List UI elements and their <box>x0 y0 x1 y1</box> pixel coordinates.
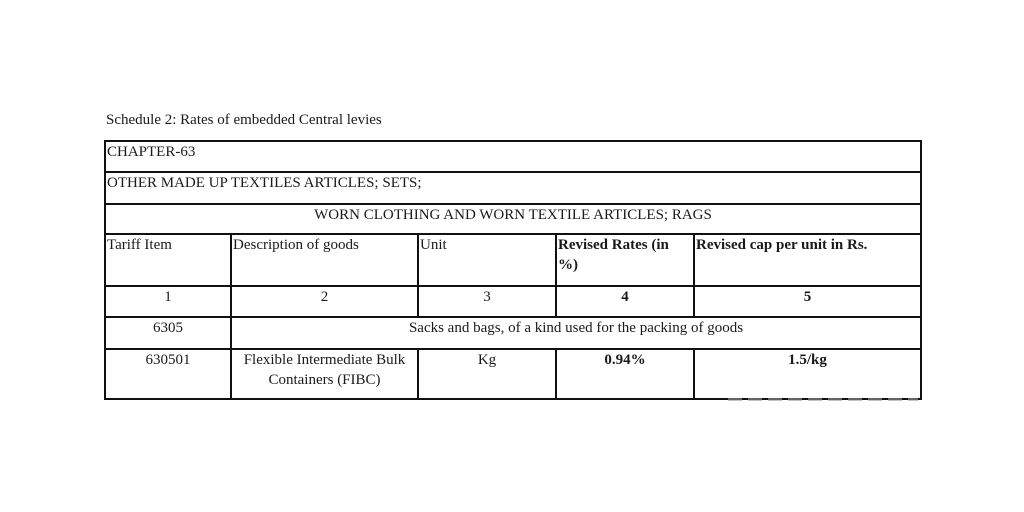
header-revised-rates: Revised Rates (in %) <box>556 234 694 286</box>
subsection-row <box>105 204 921 234</box>
column-number: 2 <box>231 286 418 317</box>
column-number: 1 <box>105 286 231 317</box>
revised-cap-cell: 1.5/kg <box>694 349 921 399</box>
description-cell: Flexible Intermediate Bulk Containers (FIBC) <box>231 349 418 399</box>
group-tariff-item: 6305 <box>105 317 231 348</box>
header-tariff-item: Tariff Item <box>105 234 231 286</box>
chapter-row <box>105 141 921 172</box>
schedule-caption: Schedule 2: Rates of embedded Central levies <box>106 112 382 128</box>
revised-rate-cell: 0.94% <box>556 349 694 399</box>
faded-footer-text <box>728 398 918 401</box>
header-description: Description of goods <box>231 234 418 286</box>
section-cell: OTHER MADE UP TEXTILES ARTICLES; SETS; <box>105 172 921 203</box>
group-row <box>105 317 921 348</box>
levies-table <box>104 140 922 400</box>
table-row <box>105 349 921 399</box>
section-row <box>105 172 921 203</box>
column-number-row <box>105 286 921 317</box>
header-unit: Unit <box>418 234 556 286</box>
header-revised-cap: Revised cap per unit in Rs. <box>694 234 921 286</box>
group-description: Sacks and bags, of a kind used for the packing of goods <box>231 317 921 348</box>
chapter-cell: CHAPTER-63 <box>105 141 921 172</box>
tariff-item-cell: 630501 <box>105 349 231 399</box>
column-number: 3 <box>418 286 556 317</box>
unit-cell: Kg <box>418 349 556 399</box>
column-number: 4 <box>556 286 694 317</box>
header-row <box>105 234 921 286</box>
subsection-cell: WORN CLOTHING AND WORN TEXTILE ARTICLES; RAGS <box>105 204 921 234</box>
column-number: 5 <box>694 286 921 317</box>
